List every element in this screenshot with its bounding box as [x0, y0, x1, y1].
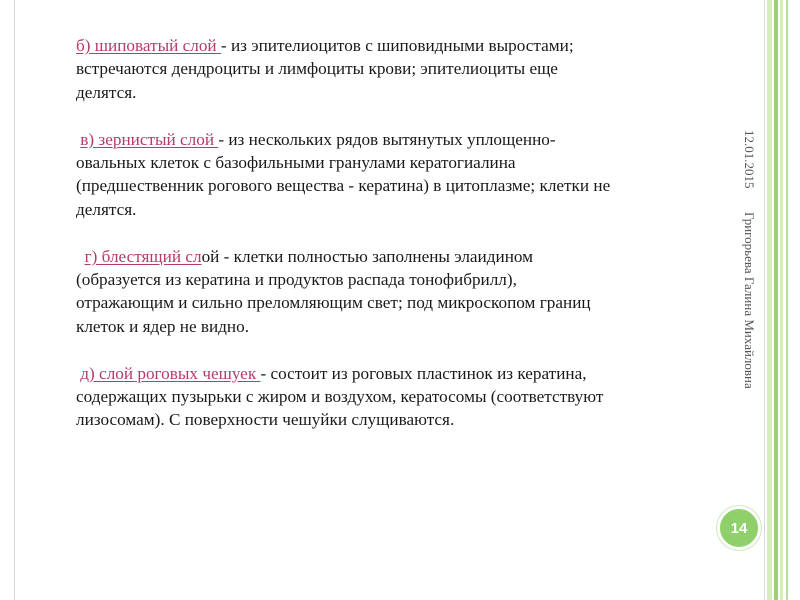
paragraph-line: (предшественник рогового вещества - кератина) в цитоплазме; клетки не: [76, 176, 611, 196]
decorative-stripe: [774, 0, 778, 600]
paragraph-line: отражающим и сильно преломляющим свет; под микроскопом границ: [76, 293, 591, 313]
paragraph-indent: [76, 247, 85, 266]
paragraph-line: содержащих пузырьки с жиром и воздухом, кератосомы (соответствуют: [76, 387, 604, 407]
paragraph-line: ой - клетки полностью заполнены элаидином: [201, 246, 534, 266]
decorative-stripe: [780, 0, 783, 600]
term-horny-layer: д) слой роговых чешуек: [80, 363, 261, 383]
paragraph-line: встречаются дендроциты и лимфоциты крови; эпителиоциты еще: [76, 59, 558, 79]
paragraph-line: лизосомам). С поверхности чешуйки слущиваются.: [76, 410, 455, 430]
decorative-stripe: [767, 0, 772, 600]
term-granular-layer: в) зернистый слой: [80, 129, 219, 149]
paragraph-granular-layer: [76, 128, 716, 222]
paragraph-line: клеток и ядер не видно.: [76, 316, 250, 336]
paragraph-line: - состоит из роговых пластинок из кератина,: [260, 363, 587, 383]
slide-date: 12.01.2015: [742, 130, 757, 189]
term-lucid-layer: г) блестящий сл: [84, 246, 202, 266]
paragraph-line: - из эпителиоцитов с шиповидными выростами;: [220, 36, 574, 55]
paragraph-line: (образуется из кератина и продуктов распада тонофибрилл),: [76, 270, 517, 290]
paragraph-line: овальных клеток с базофильными гранулами кератогиалина: [76, 153, 516, 173]
paragraph-horny-layer: [76, 362, 716, 432]
page-number-badge: 14: [717, 506, 761, 550]
slide-author: Григорьева Галина Михайловна: [742, 212, 757, 389]
paragraph-lucid-layer: [76, 245, 716, 339]
term-spinous-layer: б) шиповатый слой: [76, 36, 221, 55]
decorative-stripe: [786, 0, 788, 600]
paragraph-line: делятся.: [76, 199, 137, 219]
paragraph-line: - из нескольких рядов вытянутых уплощенно-: [218, 129, 556, 149]
slide-body: [76, 34, 716, 432]
paragraph-line: делятся.: [76, 82, 137, 102]
paragraph-spinous-layer: [76, 34, 716, 104]
